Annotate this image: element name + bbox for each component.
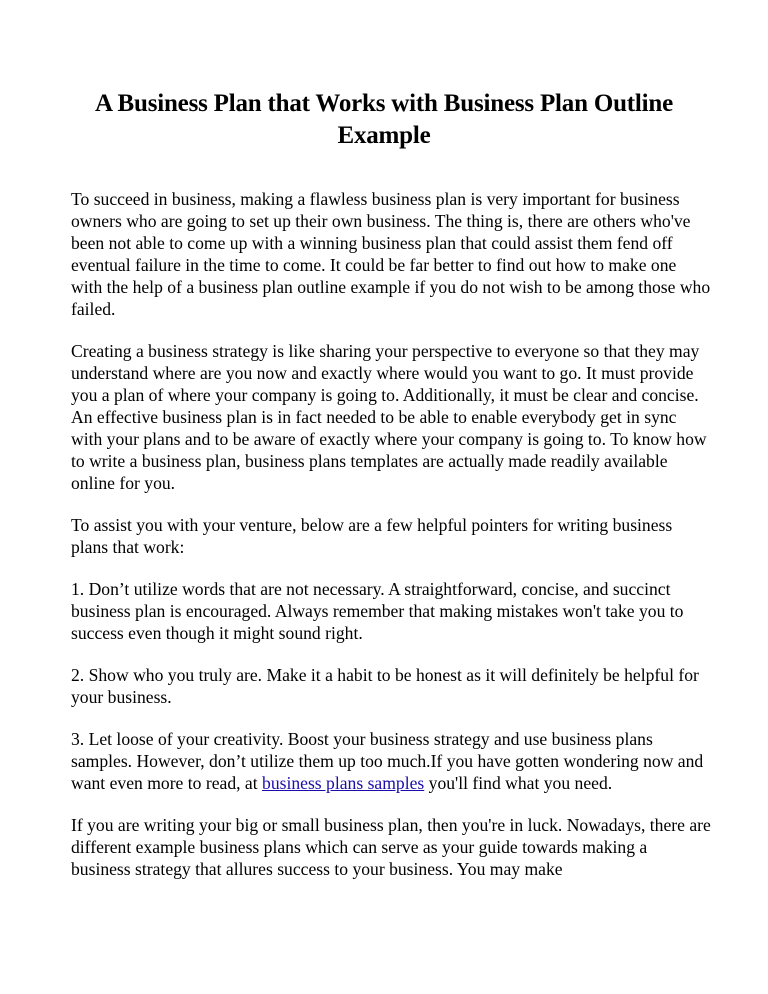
point-3-text-before-link: 3. Let loose of your creativity. Boost your business strategy and use business plans samples. However, don’t utilize them up too much.If you have gotten wondering now and want even more to read, at [71,729,704,793]
document-body [71,188,711,900]
paragraph-final: If you are writing your big or small business plan, then you're in luck. Nowadays, there are different example business plans which can serve as your guide towards making a business strategy that allures success to your business. You may make [71,815,711,879]
paragraph-intro: To succeed in business, making a flawless business plan is very important for business owners who are going to set up their own business. The thing is, there are others who've been not able to come up with a winning business plan that could assist them fend off eventual failure in the time to come. It could be far better to find out how to make one with the help of a business plan outline example if you do not wish to be among those who failed. [71,189,711,319]
point-3-text-after-link: you'll find what you need. [424,773,613,793]
paragraph-point-2: 2. Show who you truly are. Make it a habit to be honest as it will definitely be helpful for your business. [71,665,699,707]
document-title: A Business Plan that Works with Business Plan Outline Example [95,90,673,149]
business-plans-samples-link[interactable]: business plans samples [262,773,425,793]
paragraph-point-3 [71,728,711,794]
paragraph-pointers-intro: To assist you with your venture, below are a few helpful pointers for writing business plans that work: [71,515,673,557]
paragraph-strategy: Creating a business strategy is like sharing your perspective to everyone so that they may understand where are you now and exactly where would you want to go. It must provide you a plan of where your company is going to. Additionally, it must be clear and concise. An effective business plan is in fact needed to be able to enable everybody get in sync with your plans and to be aware of exactly where your company is going to. To know how to write a business plan, business plans templates are actually made readily available online for you. [71,341,707,493]
paragraph-point-1: 1. Don’t utilize words that are not necessary. A straightforward, concise, and succinct business plan is encouraged. Always remember that making mistakes won't take you to success even though it might sound right. [71,579,684,643]
